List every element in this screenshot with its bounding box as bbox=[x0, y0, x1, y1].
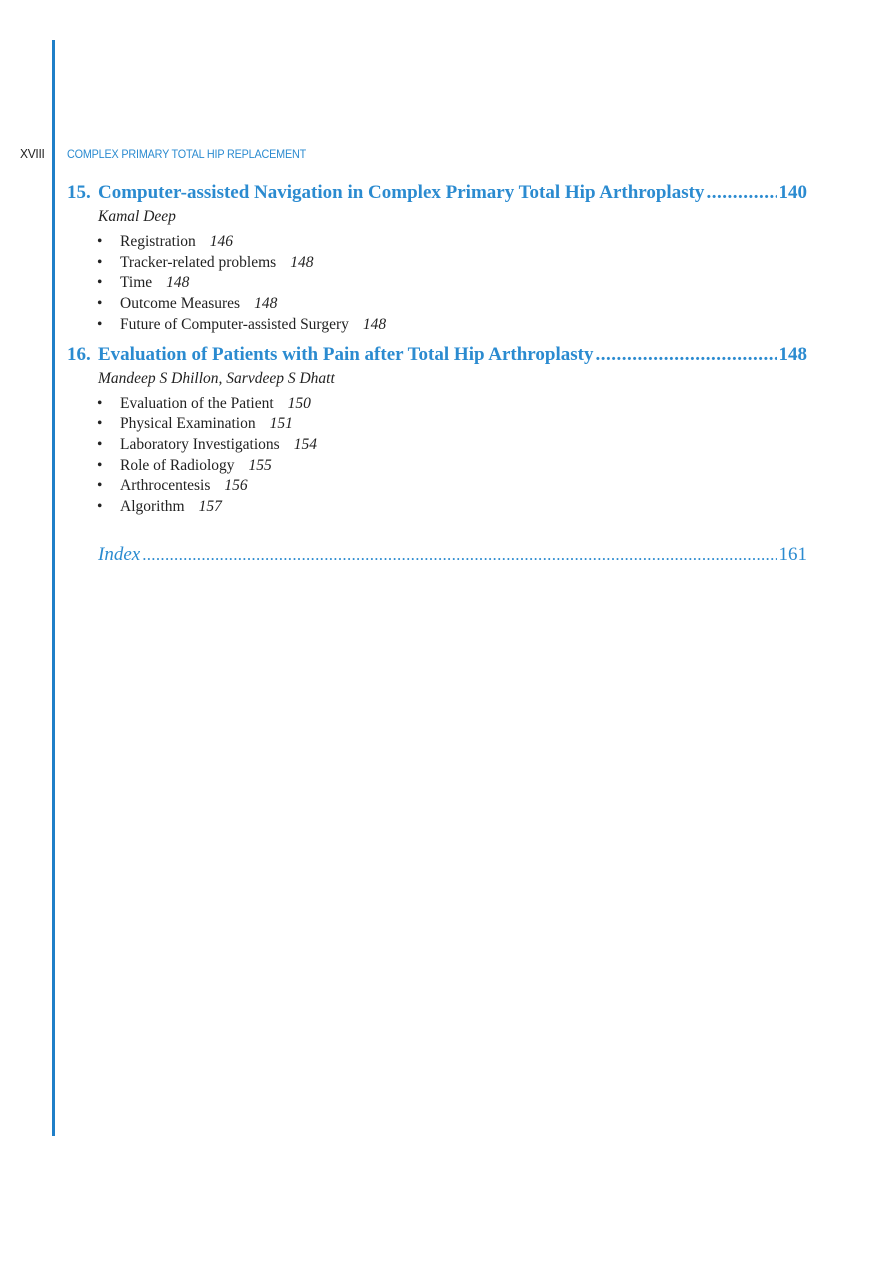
chapter-authors: Mandeep S Dhillon, Sarvdeep S Dhatt bbox=[98, 369, 335, 387]
topic-item[interactable] bbox=[98, 394, 807, 415]
topic-label: Arthrocentesis bbox=[120, 477, 211, 495]
chapter-page: 140 bbox=[778, 182, 807, 203]
topic-label: Time bbox=[120, 274, 153, 292]
index-label: Index bbox=[98, 543, 141, 565]
topic-label: Physical Examination bbox=[120, 415, 256, 433]
bullet-icon: • bbox=[97, 435, 103, 453]
bullet-icon: • bbox=[97, 295, 103, 313]
chapter-authors: Kamal Deep bbox=[98, 208, 176, 225]
topic-label: Outcome Measures bbox=[120, 295, 241, 313]
chapter-title: Evaluation of Patients with Pain after Total Hip Arthroplasty bbox=[98, 343, 594, 365]
toc-chapter-15 bbox=[67, 180, 807, 336]
margin-rule bbox=[52, 40, 55, 1136]
topic-page: 156 bbox=[224, 477, 248, 495]
topic-item[interactable] bbox=[98, 294, 807, 315]
bullet-icon: • bbox=[97, 415, 103, 433]
topic-page: 154 bbox=[293, 435, 317, 453]
topic-list bbox=[98, 232, 807, 336]
dot-leader bbox=[706, 180, 776, 206]
topic-page: 155 bbox=[248, 456, 272, 474]
table-of-contents bbox=[67, 180, 807, 568]
index-page: 161 bbox=[778, 543, 807, 565]
page-number: XVIII bbox=[20, 146, 45, 161]
topic-item[interactable] bbox=[98, 273, 807, 294]
topic-page: 151 bbox=[269, 415, 293, 433]
running-head-title: COMPLEX PRIMARY TOTAL HIP REPLACEMENT bbox=[67, 147, 307, 161]
topic-item[interactable] bbox=[98, 253, 807, 274]
dot-leader bbox=[595, 342, 776, 368]
topic-page: 148 bbox=[166, 274, 190, 292]
topic-label: Algorithm bbox=[120, 498, 185, 516]
bullet-icon: • bbox=[97, 253, 103, 271]
topic-item[interactable] bbox=[98, 456, 807, 477]
topic-label: Role of Radiology bbox=[120, 456, 235, 474]
topic-item[interactable] bbox=[98, 232, 807, 253]
chapter-page: 148 bbox=[778, 343, 807, 365]
topic-label: Registration bbox=[120, 233, 196, 250]
bullet-icon: • bbox=[97, 456, 103, 474]
dot-leader bbox=[142, 542, 776, 568]
topic-page: 146 bbox=[209, 233, 234, 250]
bullet-icon: • bbox=[97, 394, 103, 412]
topic-page: 157 bbox=[198, 498, 222, 516]
topic-page: 148 bbox=[362, 315, 387, 333]
topic-label: Future of Computer-assisted Surgery bbox=[120, 315, 349, 333]
chapter-title: Computer-assisted Navigation in Complex Primary Total Hip Arthroplasty bbox=[98, 182, 705, 203]
chapter-heading[interactable] bbox=[67, 180, 807, 206]
topic-item[interactable] bbox=[98, 476, 807, 497]
toc-index-entry[interactable] bbox=[98, 542, 807, 568]
topic-item[interactable] bbox=[98, 497, 807, 518]
topic-page: 150 bbox=[287, 394, 311, 412]
topic-page: 148 bbox=[290, 253, 314, 271]
bullet-icon: • bbox=[97, 477, 103, 495]
topic-label: Laboratory Investigations bbox=[120, 435, 280, 453]
topic-page: 148 bbox=[254, 295, 278, 313]
topic-item[interactable] bbox=[98, 414, 807, 435]
toc-chapter-16 bbox=[67, 342, 807, 518]
chapter-number: 15. bbox=[67, 182, 91, 203]
bullet-icon: • bbox=[97, 274, 103, 292]
bullet-icon: • bbox=[97, 498, 103, 516]
chapter-heading[interactable] bbox=[67, 342, 807, 368]
bullet-icon: • bbox=[97, 315, 103, 333]
topic-list bbox=[98, 394, 807, 518]
topic-label: Tracker-related problems bbox=[120, 253, 277, 271]
topic-item[interactable] bbox=[98, 315, 807, 336]
bullet-icon: • bbox=[97, 233, 103, 250]
chapter-number: 16. bbox=[67, 343, 91, 365]
topic-label: Evaluation of the Patient bbox=[120, 394, 274, 412]
topic-item[interactable] bbox=[98, 435, 807, 456]
